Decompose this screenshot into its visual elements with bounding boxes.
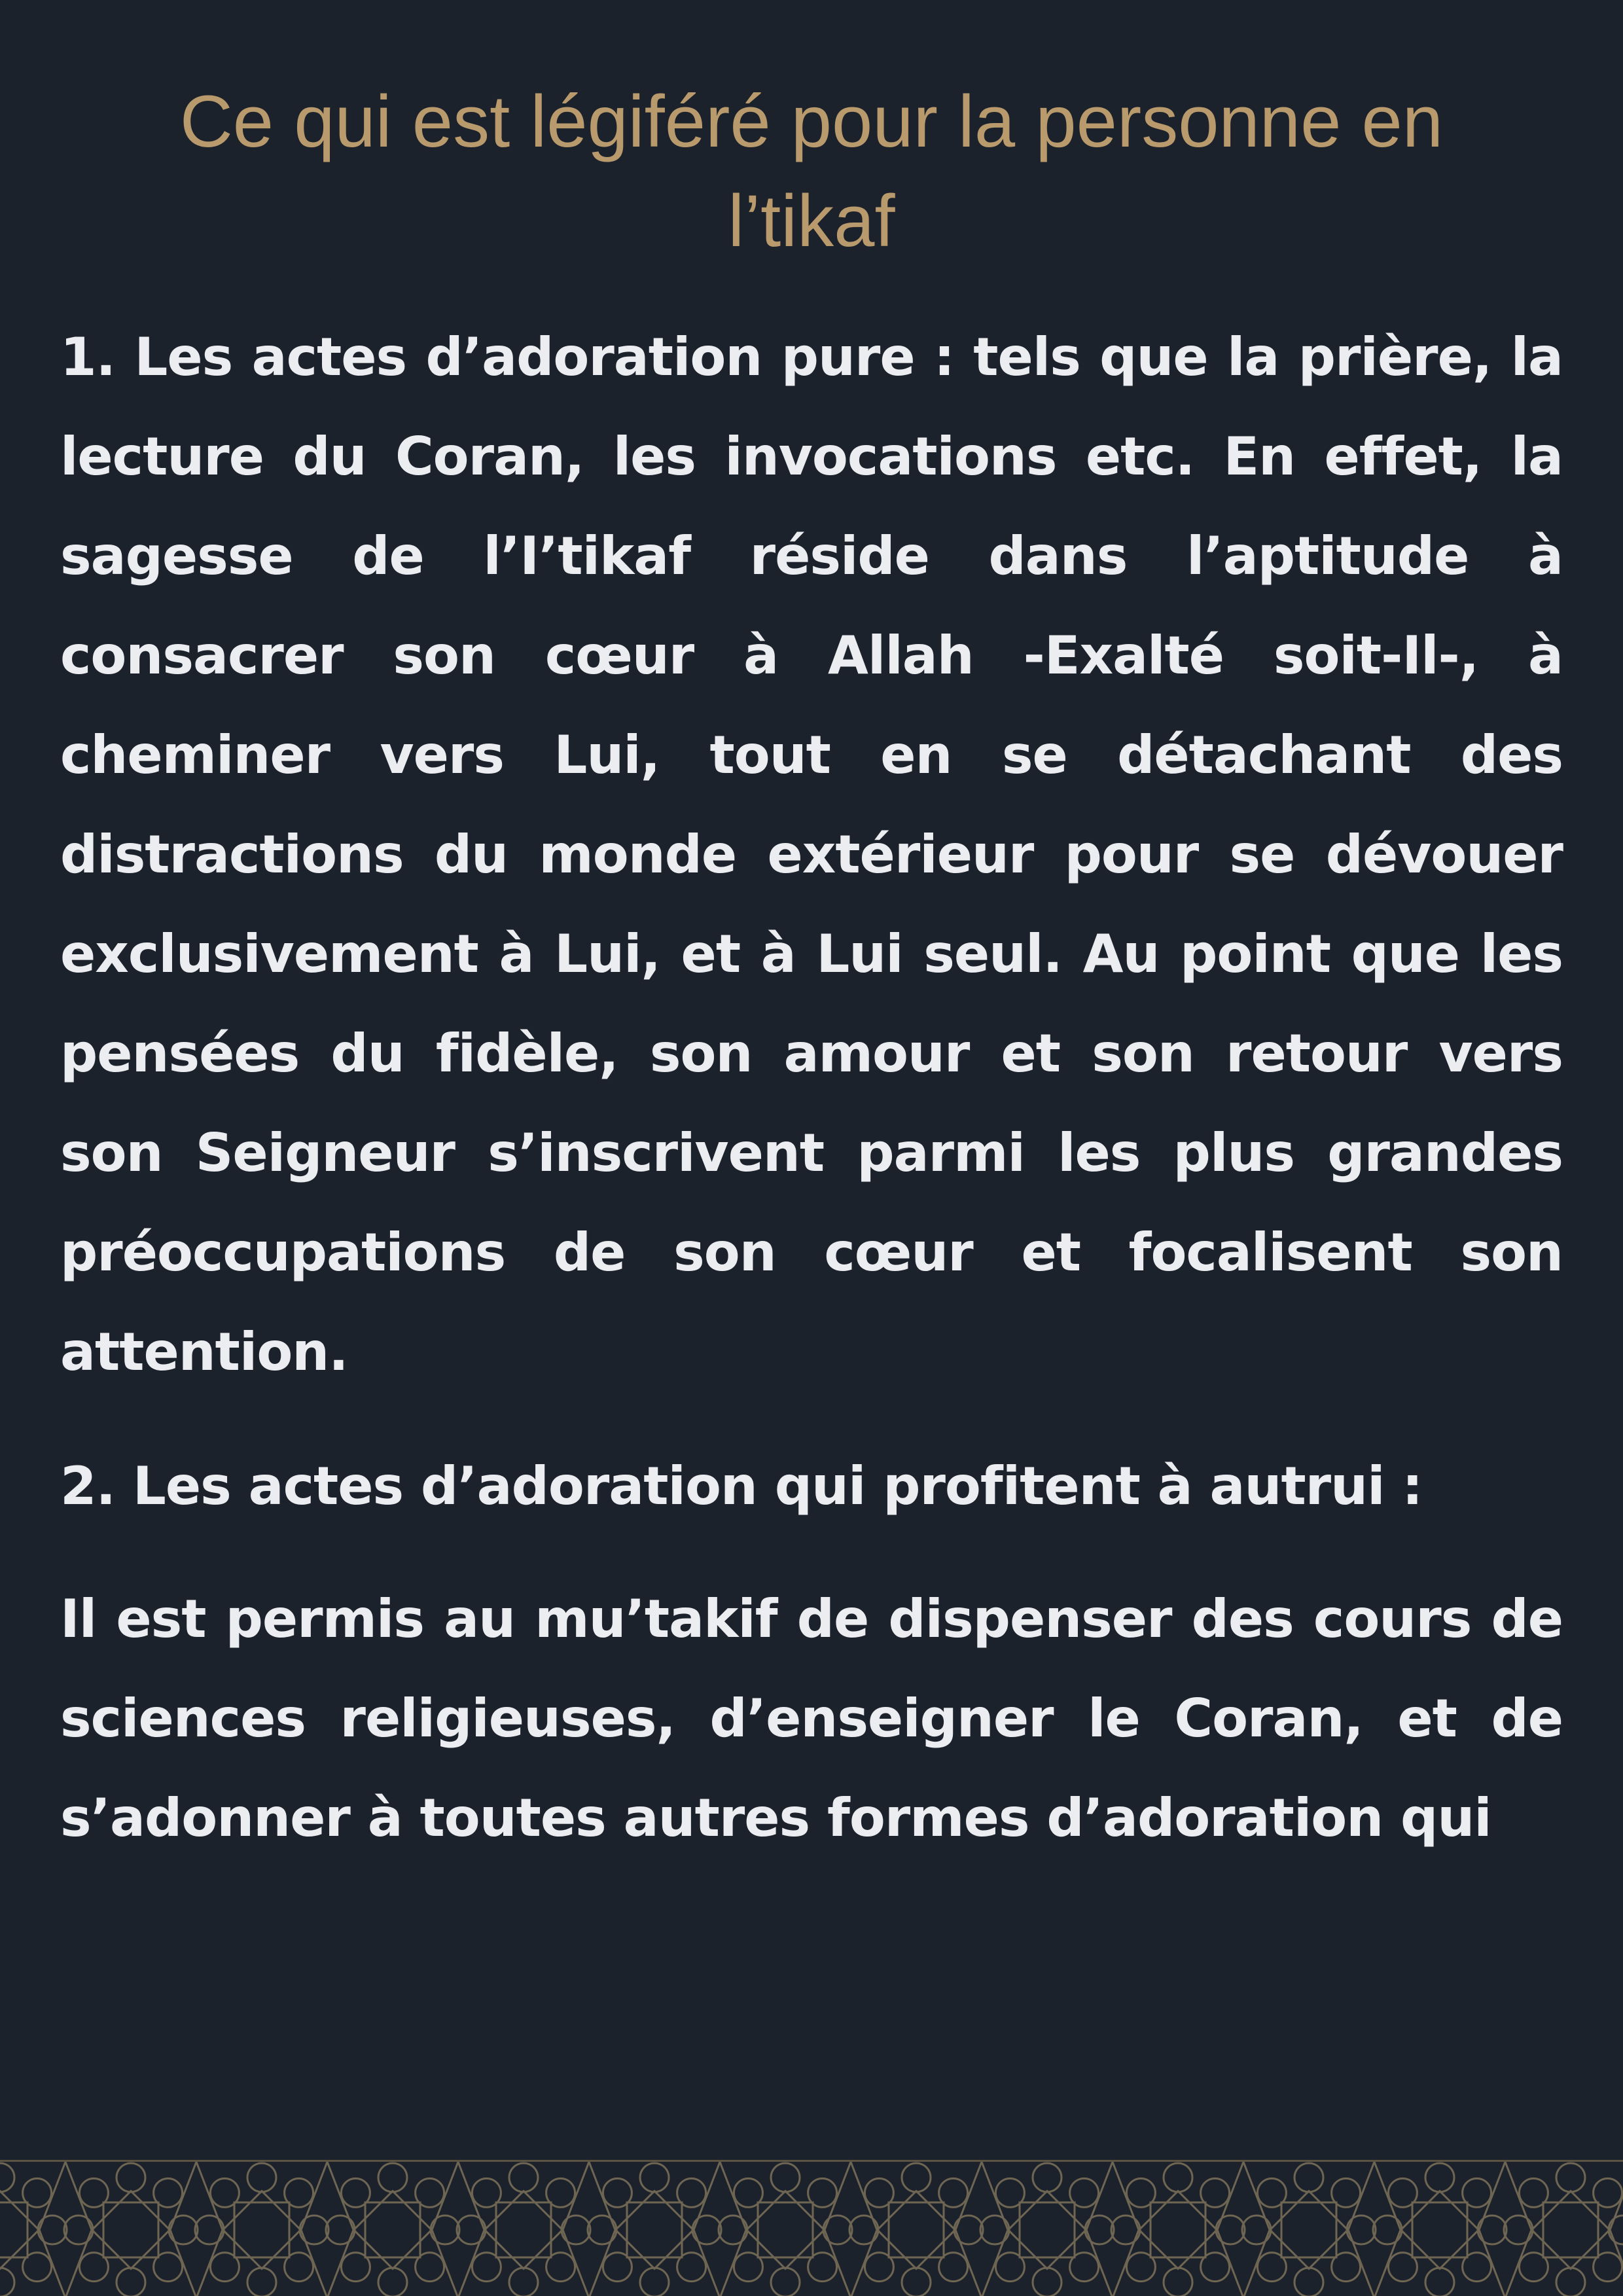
- section-2-heading: 2. Les actes d’adoration qui profitent à autrui :: [60, 1456, 1423, 1516]
- section-1-lead: 1. Les actes d’adoration pure :: [60, 327, 974, 387]
- page-title: Ce qui est légiféré pour la personne en l’tikaf: [179, 81, 1444, 262]
- islamic-geometric-star-pattern-icon: [0, 2162, 1623, 2296]
- section-2-paragraph: Il est permis au mu’takif de dispenser des cours de sciences religieuses, d’enseigner le Coran, et de s’adonner à toutes autres formes d’adoration qui: [60, 1588, 1563, 1848]
- section-1-paragraph: [60, 308, 1563, 1402]
- section-1-text: tels que la prière, la lecture du Coran, les invocations etc. En effet, la sagesse de l’I’tikaf réside dans l’aptitude à consacrer son cœur à Allah -Exalté soit-Il-, à cheminer vers Lui, tout en se détachant des distractions du monde extérieur pour se dévouer exclusivement à Lui, et à Lui seul. Au point que les pensées du fidèle, son amour et son retour vers son Seigneur s’inscrivent parmi les plus grandes préoccupations de son cœur et focalisent son attention.: [60, 327, 1563, 1382]
- geometric-ornament-band: [0, 2160, 1623, 2296]
